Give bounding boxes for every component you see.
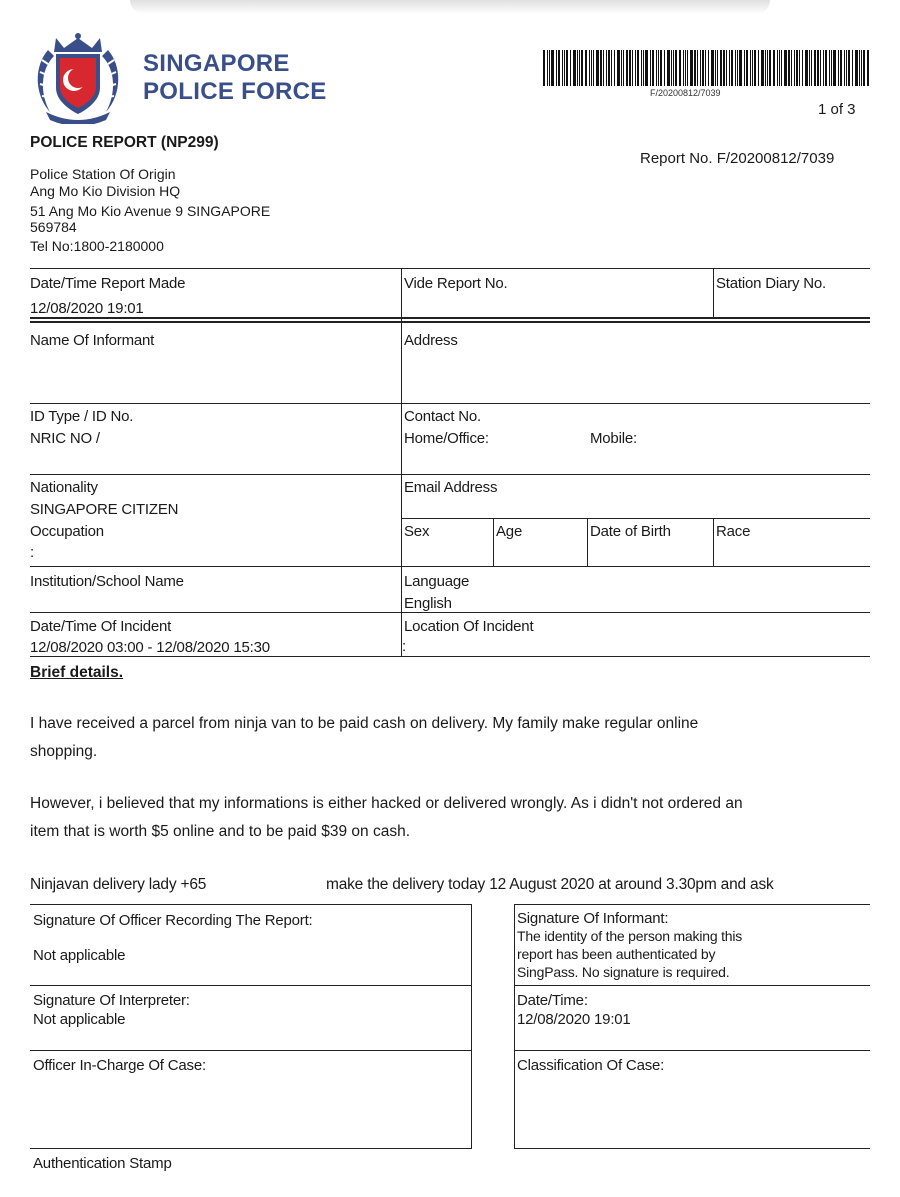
barcode-bar	[570, 50, 571, 86]
barcode-bar	[735, 50, 736, 86]
interpreter-signature-value: Not applicable	[33, 1011, 126, 1028]
barcode-bar	[731, 50, 733, 86]
barcode-bar	[543, 50, 545, 86]
page-indicator: 1 of 3	[818, 101, 856, 118]
barcode-bar	[694, 50, 696, 86]
incident-location-label: Location Of Incident	[404, 618, 534, 635]
report-barcode	[543, 50, 871, 86]
station-line: 51 Ang Mo Kio Avenue 9 SINGAPORE	[30, 203, 271, 219]
logo-line-1: SINGAPORE	[143, 50, 290, 77]
barcode-bar	[549, 50, 550, 86]
barcode-bar	[838, 50, 839, 86]
barcode-bar	[773, 50, 775, 86]
barcode-bar	[765, 50, 766, 86]
barcode-bar	[621, 50, 622, 86]
authentication-stamp-label: Authentication Stamp	[33, 1155, 172, 1172]
barcode-bar	[811, 50, 812, 86]
signature-border	[30, 904, 472, 905]
language-label: Language	[404, 573, 470, 590]
spf-crest-icon	[28, 32, 128, 124]
barcode-bar	[600, 50, 602, 86]
barcode-bar	[784, 50, 787, 86]
barcode-bar	[823, 50, 824, 86]
barcode-bar	[585, 50, 587, 86]
barcode-bar	[746, 50, 748, 86]
form-border	[713, 268, 714, 318]
contact-label: Contact No.	[404, 408, 482, 425]
email-label: Email Address	[404, 479, 498, 496]
barcode-bar	[650, 50, 651, 86]
barcode-bar	[739, 50, 742, 86]
barcode-bar	[799, 50, 800, 86]
barcode-bar	[685, 50, 686, 86]
barcode-bar	[637, 50, 639, 86]
barcode-bar	[791, 50, 792, 86]
age-label: Age	[496, 523, 523, 540]
barcode-bar	[711, 50, 714, 86]
officer-in-charge-label: Officer In-Charge Of Case:	[33, 1057, 206, 1074]
barcode-bar	[833, 50, 836, 86]
form-border	[30, 268, 870, 269]
incident-datetime-value: 12/08/2020 03:00 - 12/08/2020 15:30	[30, 639, 270, 656]
vide-report-label: Vide Report No.	[404, 275, 508, 292]
barcode-bar	[852, 50, 853, 86]
barcode-bar	[617, 50, 620, 86]
barcode-bar	[577, 50, 578, 86]
barcode-bar	[675, 50, 677, 86]
barcode-bar	[664, 50, 665, 86]
informant-signature-label: Signature Of Informant:	[517, 910, 669, 927]
barcode-bar	[708, 50, 709, 86]
barcode-bar	[788, 50, 790, 86]
sex-label: Sex	[404, 523, 430, 540]
station-diary-label: Station Diary No.	[716, 275, 826, 292]
logo-line-2: POLICE FORCE	[143, 78, 327, 105]
form-border	[30, 474, 870, 475]
barcode-bar	[679, 50, 681, 86]
officer-signature-value: Not applicable	[33, 947, 126, 964]
barcode-bar	[829, 50, 830, 86]
id-label: ID Type / ID No.	[30, 408, 134, 425]
barcode-bar	[859, 50, 860, 86]
barcode-bar	[717, 50, 718, 86]
barcode-bar	[702, 50, 704, 86]
id-value: NRIC NO /	[30, 430, 100, 447]
barcode-bar	[723, 50, 725, 86]
barcode-bar	[632, 50, 633, 86]
barcode-bar	[671, 50, 672, 86]
signature-border	[514, 985, 870, 986]
signature-border	[514, 904, 870, 905]
barcode-bar	[752, 50, 753, 86]
barcode-bar	[794, 50, 795, 86]
barcode-bar	[562, 50, 563, 86]
form-border	[587, 518, 588, 566]
form-border	[713, 518, 714, 566]
barcode-bar	[652, 50, 654, 86]
barcode-bar	[606, 50, 607, 86]
barcode-bar	[840, 50, 842, 86]
interpreter-signature-label: Signature Of Interpreter:	[33, 992, 190, 1009]
barcode-bar	[687, 50, 688, 86]
details-line: item that is worth $5 online and to be paid $39 on cash.	[30, 823, 410, 840]
signature-border	[514, 1148, 870, 1149]
form-border	[30, 403, 870, 404]
barcode-bar	[551, 50, 554, 86]
informant-signature-line: The identity of the person making this	[517, 928, 743, 944]
institution-label: Institution/School Name	[30, 573, 184, 590]
barcode-bar	[777, 50, 778, 86]
barcode-bar	[547, 50, 548, 86]
barcode-bar	[767, 50, 768, 86]
barcode-bar	[603, 50, 604, 86]
barcode-bar	[626, 50, 628, 86]
barcode-bar	[737, 50, 738, 86]
barcode-bar	[667, 50, 670, 86]
barcode-bar	[863, 50, 865, 86]
form-border	[30, 566, 870, 567]
form-border	[401, 268, 402, 656]
form-title: POLICE REPORT (NP299)	[30, 134, 219, 151]
barcode-bar	[641, 50, 642, 86]
mobile-label: Mobile:	[590, 430, 637, 447]
nationality-label: Nationality	[30, 479, 98, 496]
details-line: shopping.	[30, 743, 98, 760]
barcode-bar	[608, 50, 610, 86]
barcode-bar	[673, 50, 674, 86]
barcode-bar	[635, 50, 636, 86]
barcode-bar	[558, 50, 560, 86]
language-value: English	[404, 595, 452, 612]
address-label: Address	[404, 332, 458, 349]
signature-border	[514, 904, 515, 1149]
form-border	[30, 656, 870, 657]
barcode-text: F/20200812/7039	[650, 88, 721, 98]
details-line: However, i believed that my informations is either hacked or delivered wrongly. As i didn't not ordered an	[30, 795, 743, 812]
officer-signature-label: Signature Of Officer Recording The Report:	[33, 912, 313, 929]
barcode-bar	[754, 50, 756, 86]
barcode-bar	[846, 50, 847, 86]
barcode-bar	[593, 50, 594, 86]
barcode-bar	[820, 50, 821, 86]
barcode-bar	[611, 50, 612, 86]
classification-label: Classification Of Case:	[517, 1057, 665, 1074]
station-line: Tel No:1800-2180000	[30, 238, 164, 254]
barcode-bar	[656, 50, 657, 86]
barcode-bar	[825, 50, 827, 86]
barcode-bar	[779, 50, 780, 86]
barcode-bar	[579, 50, 580, 86]
barcode-bar	[796, 50, 798, 86]
barcode-bar	[867, 50, 869, 86]
barcode-bar	[844, 50, 845, 86]
details-line: Ninjavan delivery lady +65	[30, 876, 207, 893]
form-border	[30, 317, 870, 319]
barcode-bar	[848, 50, 850, 86]
occupation-label: Occupation	[30, 523, 104, 540]
barcode-bar	[700, 50, 701, 86]
barcode-bar	[705, 50, 706, 86]
signature-border	[471, 904, 472, 1149]
barcode-bar	[761, 50, 764, 86]
barcode-bar	[623, 50, 624, 86]
details-paragraph	[30, 790, 870, 846]
barcode-bar	[750, 50, 751, 86]
barcode-bar	[802, 50, 803, 86]
details-paragraph	[30, 710, 870, 766]
station-line: 569784	[30, 219, 77, 235]
nationality-value: SINGAPORE CITIZEN	[30, 501, 179, 518]
barcode-bar	[769, 50, 771, 86]
signature-datetime-label: Date/Time:	[517, 992, 588, 1009]
barcode-bar	[720, 50, 722, 86]
barcode-bar	[581, 50, 583, 86]
informant-signature-line: report has been authenticated by	[517, 946, 716, 962]
signature-datetime-value: 12/08/2020 19:01	[517, 1011, 631, 1028]
details-line: make the delivery today 12 August 2020 at around 3.30pm and ask	[326, 876, 774, 893]
barcode-bar	[744, 50, 745, 86]
barcode-bar	[781, 50, 782, 86]
barcode-bar	[556, 50, 557, 86]
dob-label: Date of Birth	[590, 523, 671, 540]
barcode-bar	[645, 50, 648, 86]
report-number: Report No. F/20200812/7039	[640, 150, 835, 167]
barcode-bar	[573, 50, 576, 86]
incident-location-value: :	[402, 638, 406, 655]
photo-shadow	[130, 0, 770, 14]
informant-signature-line: SingPass. No signature is required.	[517, 964, 730, 980]
barcode-bar	[861, 50, 862, 86]
form-border	[493, 518, 494, 566]
station-line: Ang Mo Kio Division HQ	[30, 183, 181, 199]
details-line: I have received a parcel from ninja van to be paid cash on delivery. My family make regular online	[30, 715, 699, 732]
form-border	[402, 518, 870, 519]
signature-border	[514, 1050, 870, 1051]
barcode-bar	[697, 50, 698, 86]
barcode-bar	[614, 50, 615, 86]
form-border	[30, 321, 870, 323]
barcode-bar	[729, 50, 730, 86]
signature-border	[30, 1050, 472, 1051]
form-border	[30, 612, 870, 613]
barcode-bar	[629, 50, 631, 86]
brief-details-heading: Brief details.	[30, 664, 124, 681]
barcode-bar	[589, 50, 590, 86]
home-office-label: Home/Office:	[404, 430, 489, 447]
incident-datetime-label: Date/Time Of Incident	[30, 618, 172, 635]
race-label: Race	[716, 523, 751, 540]
barcode-bar	[591, 50, 592, 86]
occupation-value: :	[30, 544, 34, 561]
barcode-bar	[817, 50, 819, 86]
barcode-bar	[564, 50, 565, 86]
barcode-bar	[690, 50, 693, 86]
barcode-bar	[758, 50, 759, 86]
datetime-report-label: Date/Time Report Made	[30, 275, 186, 292]
barcode-bar	[726, 50, 727, 86]
station-line: Police Station Of Origin	[30, 166, 176, 182]
barcode-bar	[566, 50, 568, 86]
barcode-bar	[814, 50, 816, 86]
barcode-bar	[809, 50, 810, 86]
barcode-bar	[715, 50, 716, 86]
barcode-bar	[660, 50, 662, 86]
barcode-bar	[596, 50, 599, 86]
datetime-report-value: 12/08/2020 19:01	[30, 300, 144, 317]
signature-border	[30, 985, 472, 986]
barcode-bar	[855, 50, 858, 86]
informant-name-label: Name Of Informant	[30, 332, 155, 349]
barcode-bar	[683, 50, 684, 86]
signature-border	[30, 1148, 472, 1149]
barcode-bar	[643, 50, 644, 86]
barcode-bar	[831, 50, 832, 86]
barcode-bar	[805, 50, 808, 86]
barcode-bar	[658, 50, 659, 86]
